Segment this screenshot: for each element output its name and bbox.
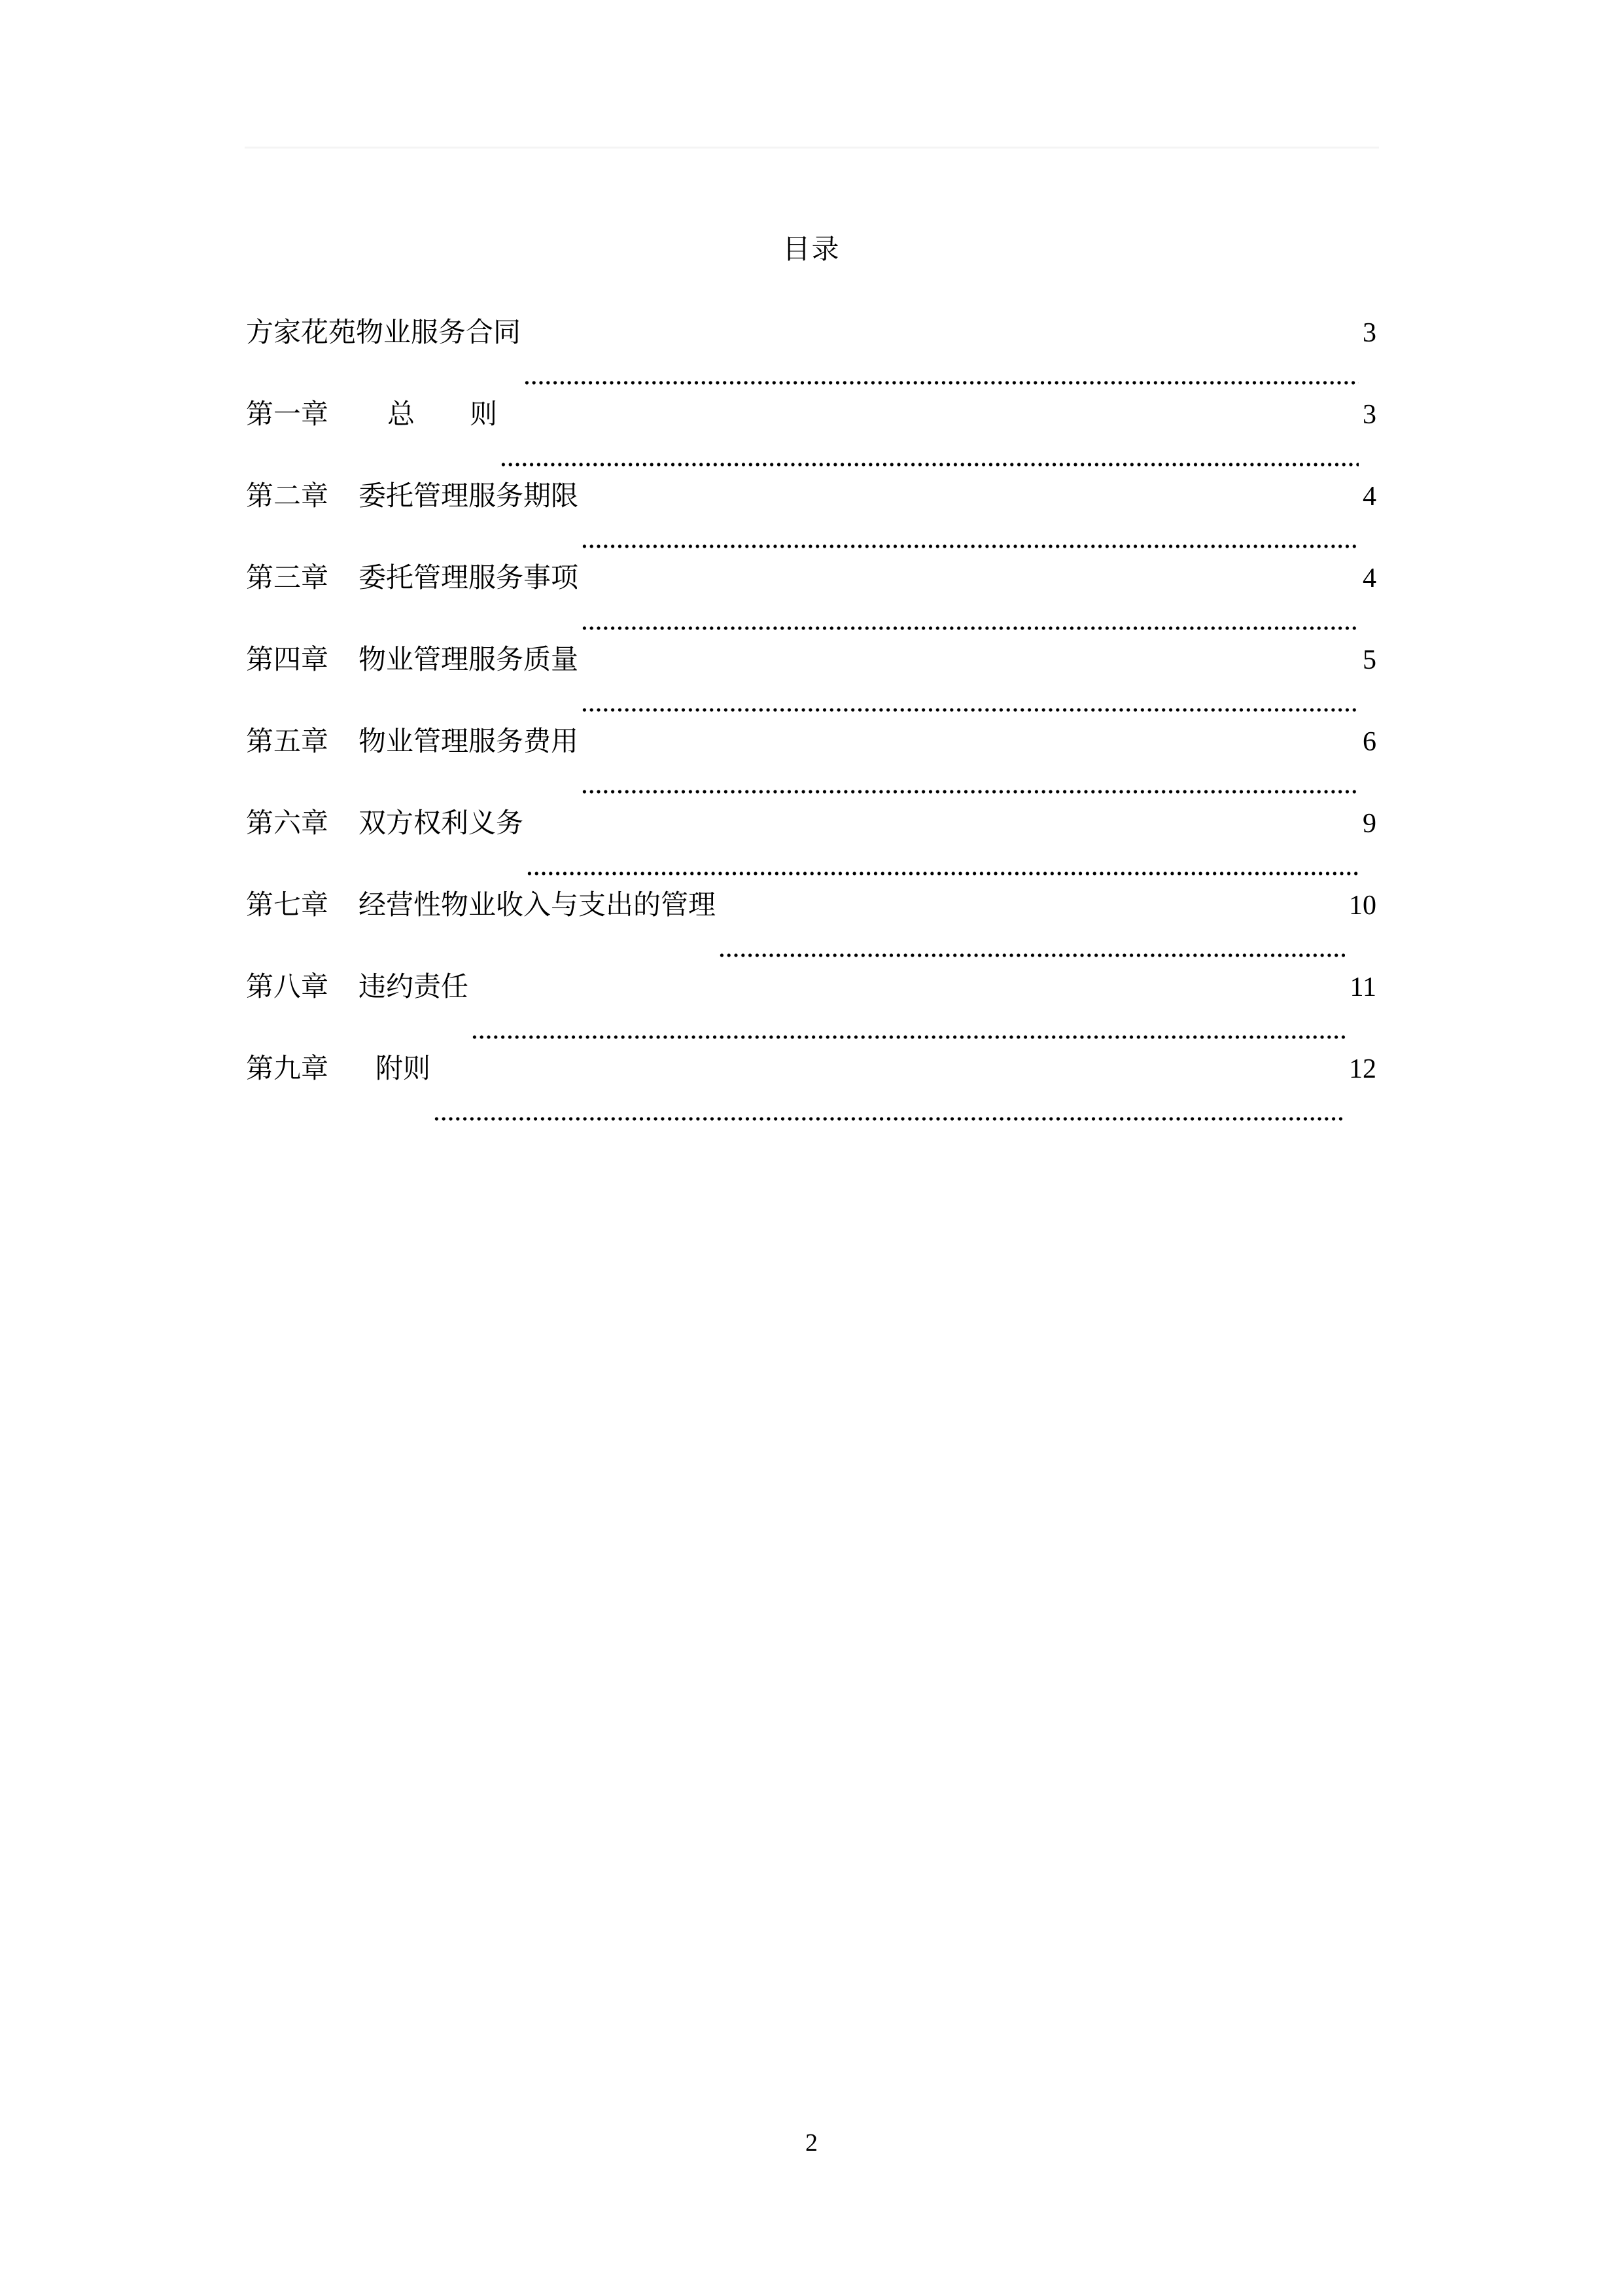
page-number: 2 bbox=[805, 2129, 818, 2157]
toc-entry-chapter-1[interactable] bbox=[246, 396, 1376, 478]
toc-chapter-label: 第二章 bbox=[246, 482, 329, 512]
toc-entry-chapter-4[interactable] bbox=[246, 641, 1376, 723]
table-of-contents bbox=[246, 314, 1376, 1132]
toc-chapter-label: 第五章 bbox=[246, 727, 329, 757]
toc-page-number: 12 bbox=[1349, 1054, 1376, 1084]
toc-entry-chapter-6[interactable] bbox=[246, 805, 1376, 887]
toc-heading: 违约责任 bbox=[358, 972, 469, 1002]
toc-entry-chapter-7[interactable] bbox=[246, 887, 1376, 968]
toc-heading: 委托管理服务事项 bbox=[358, 563, 579, 593]
toc-page-number: 3 bbox=[1363, 400, 1376, 430]
dot-leader bbox=[433, 1116, 1345, 1122]
toc-page-number: 6 bbox=[1363, 727, 1376, 757]
toc-chapter-label: 第四章 bbox=[246, 645, 329, 675]
dot-leader bbox=[526, 870, 1359, 877]
toc-heading: 物业管理服务质量 bbox=[358, 645, 579, 675]
toc-chapter-label: 第三章 bbox=[246, 563, 329, 593]
toc-page-number: 3 bbox=[1363, 318, 1376, 348]
header-rule bbox=[245, 147, 1379, 149]
toc-heading: 委托管理服务期限 bbox=[358, 482, 579, 512]
toc-entry-contract-title[interactable] bbox=[246, 314, 1376, 396]
toc-chapter-label: 第八章 bbox=[246, 972, 329, 1002]
toc-page-number: 9 bbox=[1363, 809, 1376, 839]
toc-chapter-label: 第七章 bbox=[246, 891, 329, 921]
toc-page-number: 5 bbox=[1363, 645, 1376, 675]
toc-heading: 附则 bbox=[375, 1054, 431, 1084]
toc-page-number: 4 bbox=[1363, 563, 1376, 593]
toc-page-number: 11 bbox=[1350, 972, 1376, 1002]
dot-leader bbox=[581, 788, 1359, 795]
toc-heading: 物业管理服务费用 bbox=[358, 727, 579, 757]
toc-heading: 总 则 bbox=[387, 400, 498, 430]
toc-entry-chapter-8[interactable] bbox=[246, 968, 1376, 1050]
toc-entry-chapter-2[interactable] bbox=[246, 478, 1376, 559]
toc-page-number: 10 bbox=[1349, 891, 1376, 921]
dot-leader bbox=[523, 380, 1359, 386]
toc-chapter-label: 第九章 bbox=[246, 1054, 329, 1084]
dot-leader bbox=[500, 461, 1359, 468]
dot-leader bbox=[718, 952, 1345, 959]
toc-chapter-label: 第一章 bbox=[246, 400, 329, 430]
dot-leader bbox=[581, 625, 1359, 631]
toc-page-number: 4 bbox=[1363, 482, 1376, 512]
toc-heading: 方家花苑物业服务合同 bbox=[246, 318, 521, 348]
toc-entry-chapter-9[interactable] bbox=[246, 1050, 1376, 1132]
toc-chapter-label: 第六章 bbox=[246, 809, 329, 839]
dot-leader bbox=[581, 543, 1359, 550]
dot-leader bbox=[581, 707, 1359, 713]
toc-entry-chapter-5[interactable] bbox=[246, 723, 1376, 805]
toc-entry-chapter-3[interactable] bbox=[246, 559, 1376, 641]
toc-heading: 双方权利义务 bbox=[358, 809, 524, 839]
dot-leader bbox=[471, 1034, 1346, 1040]
toc-heading: 经营性物业收入与支出的管理 bbox=[358, 891, 716, 921]
toc-title: 目录 bbox=[782, 235, 841, 265]
